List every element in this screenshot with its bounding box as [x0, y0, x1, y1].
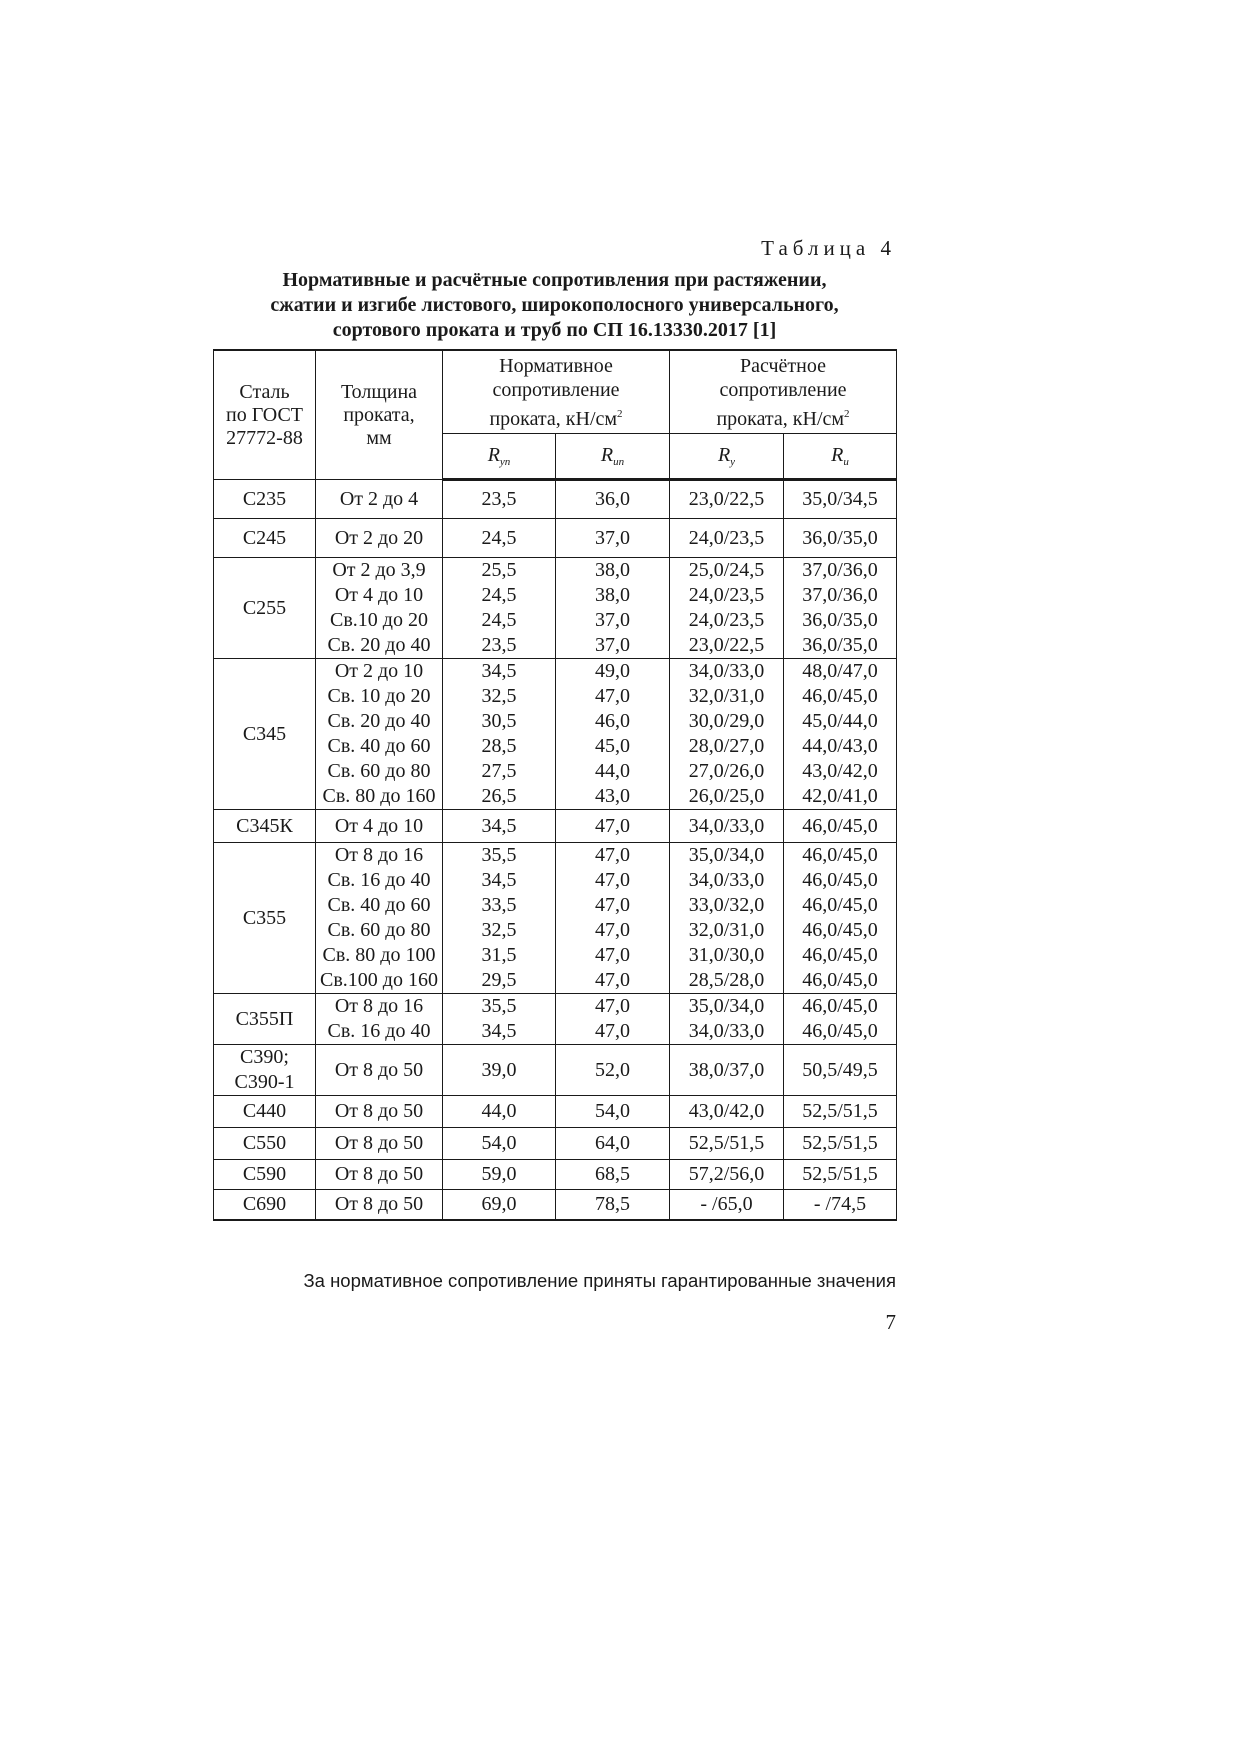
cell-line: От 4 до 10: [334, 814, 424, 837]
cell-line: 35,0/34,5: [802, 488, 878, 510]
cell-line: 36,0/35,0: [802, 609, 878, 631]
cell-ru: [784, 519, 897, 558]
cell-thickness: [316, 480, 443, 519]
cell-line: 28,5/28,0: [688, 969, 765, 991]
cell-run: [556, 1128, 670, 1160]
cell-ry: [670, 1045, 784, 1096]
cell-line: Св.100 до 160: [320, 969, 438, 991]
cell-run: [556, 519, 670, 558]
cell-ryn: [443, 1160, 556, 1190]
header-steel: Сталь по ГОСТ 27772-88: [214, 350, 316, 480]
cell-thickness: [316, 1160, 443, 1190]
cell-line: Св. 80 до 100: [322, 944, 436, 966]
cell-ry: [670, 659, 784, 810]
cell-line: От 8 до 50: [334, 1163, 424, 1185]
cell-ryn: [443, 810, 556, 843]
cell-line: 47,0: [595, 869, 630, 891]
cell-line: 28,5: [481, 735, 517, 757]
cell-thickness: [316, 659, 443, 810]
cell-line: 34,5: [481, 1020, 517, 1042]
cell-line: С345К: [236, 814, 293, 837]
cell-line: 31,5: [481, 944, 517, 966]
cell-ry: [670, 1160, 784, 1190]
caption-line: сжатии и изгибе листового, широкополосного универсального,: [270, 294, 839, 316]
cell-line: 24,0/23,5: [688, 584, 765, 606]
cell-line: От 4 до 10: [334, 584, 424, 606]
cell-ryn: [443, 994, 556, 1045]
cell-line: 37,0/36,0: [802, 584, 878, 606]
cell-line: Св.10 до 20: [330, 609, 428, 631]
cell-steel: [214, 1160, 316, 1190]
cell-line: 47,0: [595, 1020, 630, 1042]
cell-line: 46,0/45,0: [802, 944, 878, 966]
cell-run: [556, 1190, 670, 1220]
cell-line: 34,0/33,0: [688, 814, 765, 837]
cell-line: 47,0: [595, 919, 630, 941]
cell-thickness: [316, 810, 443, 843]
cell-line: 25,5: [481, 559, 517, 581]
cell-line: 44,0/43,0: [802, 735, 878, 757]
cell-line: 33,5: [481, 894, 517, 916]
table-row: [214, 1128, 897, 1160]
cell-line: От 2 до 3,9: [332, 559, 426, 581]
cell-line: 42,0/41,0: [802, 785, 878, 807]
table-row: [214, 1160, 897, 1190]
cell-line: 46,0/45,0: [802, 1020, 878, 1042]
cell-line: 50,5/49,5: [802, 1058, 878, 1081]
cell-line: 24,5: [481, 526, 517, 549]
cell-line: От 2 до 10: [334, 660, 424, 682]
cell-line: 32,5: [481, 919, 517, 941]
cell-line: С355П: [235, 1007, 294, 1030]
cell-line: 46,0/45,0: [802, 995, 878, 1017]
caption-line: Нормативные и расчётные сопротивления при растяжении,: [282, 269, 827, 291]
cell-steel: [214, 659, 316, 810]
cell-line: Св. 10 до 20: [327, 685, 431, 707]
cell-line: Св. 60 до 80: [327, 760, 431, 782]
cell-run: [556, 1096, 670, 1128]
cell-run: [556, 558, 670, 659]
cell-line: 31,0/30,0: [688, 944, 765, 966]
cell-line: 39,0: [481, 1058, 517, 1081]
cell-line: 32,0/31,0: [688, 919, 765, 941]
cell-line: С355: [242, 906, 287, 929]
cell-line: 23,0/22,5: [688, 634, 765, 656]
cell-line: 28,0/27,0: [688, 735, 765, 757]
table-row: [214, 843, 897, 994]
cell-line: 34,5: [481, 660, 517, 682]
cell-line: 43,0/42,0: [688, 1100, 765, 1122]
cell-line: Св. 16 до 40: [327, 869, 431, 891]
table-row: [214, 519, 897, 558]
cell-line: От 8 до 50: [334, 1058, 424, 1081]
cell-steel: [214, 1190, 316, 1220]
cell-line: 78,5: [595, 1192, 630, 1215]
cell-steel: [214, 810, 316, 843]
cell-ru: [784, 1096, 897, 1128]
header-ru: $R_u$: [784, 434, 897, 480]
cell-line: 36,0/35,0: [802, 526, 878, 549]
cell-ru: [784, 994, 897, 1045]
resistance-table: [213, 349, 897, 1221]
cell-line: 38,0: [595, 559, 630, 581]
cell-line: С255: [242, 596, 287, 619]
cell-line: Св. 60 до 80: [327, 919, 431, 941]
table-row: [214, 1096, 897, 1128]
cell-run: [556, 843, 670, 994]
cell-line: Св. 20 до 40: [327, 634, 431, 656]
cell-line: 68,5: [595, 1163, 630, 1185]
cell-line: 24,0/23,5: [688, 609, 765, 631]
cell-line: 30,5: [481, 710, 517, 732]
cell-line: 46,0/45,0: [802, 919, 878, 941]
cell-line: 24,5: [481, 609, 517, 631]
cell-line: Св. 40 до 60: [327, 894, 431, 916]
table-row: [214, 1045, 897, 1096]
cell-line: 27,0/26,0: [688, 760, 765, 782]
cell-line: От 2 до 20: [334, 526, 424, 549]
cell-line: От 2 до 4: [339, 487, 419, 510]
cell-run: [556, 994, 670, 1045]
cell-steel: [214, 480, 316, 519]
table-row: [214, 558, 897, 659]
cell-run: [556, 659, 670, 810]
cell-line: Св. 80 до 160: [322, 785, 436, 807]
cell-run: [556, 810, 670, 843]
cell-ru: [784, 1128, 897, 1160]
cell-line: С390;: [240, 1046, 289, 1068]
cell-line: 35,5: [481, 995, 517, 1017]
header-ryn: $R_{yn}$: [443, 434, 556, 480]
cell-line: С550: [242, 1132, 287, 1154]
cell-line: 23,5: [481, 488, 517, 510]
cell-run: [556, 1045, 670, 1096]
cell-line: 46,0/45,0: [802, 844, 878, 866]
cell-line: С590: [242, 1163, 287, 1185]
cell-line: 46,0/45,0: [802, 969, 878, 991]
cell-line: 36,0/35,0: [802, 634, 878, 656]
cell-line: 46,0: [595, 710, 630, 732]
cell-line: 35,0/34,0: [688, 844, 765, 866]
cell-line: От 8 до 50: [334, 1100, 424, 1122]
cell-thickness: [316, 1045, 443, 1096]
cell-line: Св. 16 до 40: [327, 1020, 431, 1042]
cell-line: 29,5: [481, 969, 517, 991]
cell-line: 44,0: [481, 1100, 517, 1122]
table-label: Таблица 4: [761, 236, 896, 260]
cell-ryn: [443, 519, 556, 558]
page-number: 7: [885, 1310, 896, 1334]
header-thickness: Толщина проката, мм: [316, 350, 443, 480]
cell-ru: [784, 480, 897, 519]
cell-steel: [214, 1096, 316, 1128]
cell-line: С690: [242, 1192, 287, 1215]
cell-line: 24,5: [481, 584, 517, 606]
cell-run: [556, 480, 670, 519]
cell-line: 36,0: [595, 488, 630, 510]
table-caption: [213, 268, 896, 343]
cell-line: С440: [242, 1100, 287, 1122]
cell-line: 49,0: [595, 660, 630, 682]
cell-steel: [214, 1128, 316, 1160]
cell-thickness: [316, 519, 443, 558]
cell-line: 44,0: [595, 760, 630, 782]
cell-steel: [214, 843, 316, 994]
cell-line: 37,0: [595, 609, 630, 631]
cell-line: 32,5: [481, 685, 517, 707]
cell-line: 35,5: [481, 844, 517, 866]
cell-line: От 8 до 16: [334, 995, 424, 1017]
cell-line: 37,0: [595, 634, 630, 656]
cell-line: 47,0: [595, 844, 630, 866]
cell-line: 52,5/51,5: [802, 1100, 878, 1122]
cell-ru: [784, 1190, 897, 1220]
cell-ry: [670, 1128, 784, 1160]
cell-line: 45,0: [595, 735, 630, 757]
cell-line: 23,0/22,5: [688, 488, 765, 510]
table-note: За нормативное сопротивление приняты гарантированные значения: [303, 1270, 896, 1291]
cell-steel: [214, 558, 316, 659]
cell-line: 54,0: [481, 1132, 517, 1154]
cell-ru: [784, 1045, 897, 1096]
cell-line: 46,0/45,0: [802, 685, 878, 707]
cell-line: 46,0/45,0: [802, 894, 878, 916]
cell-thickness: [316, 558, 443, 659]
table-row: [214, 994, 897, 1045]
cell-line: 47,0: [595, 814, 630, 837]
cell-line: 23,5: [481, 634, 517, 656]
cell-ryn: [443, 558, 556, 659]
cell-line: 24,0/23,5: [688, 526, 765, 549]
cell-line: 57,2/56,0: [688, 1163, 765, 1185]
cell-line: Св. 40 до 60: [327, 735, 431, 757]
cell-line: 43,0: [595, 785, 630, 807]
cell-line: От 8 до 16: [334, 844, 424, 866]
cell-line: 46,0/45,0: [802, 869, 878, 891]
cell-line: 30,0/29,0: [688, 710, 765, 732]
cell-thickness: [316, 1096, 443, 1128]
cell-line: 69,0: [481, 1192, 517, 1215]
cell-ru: [784, 843, 897, 994]
cell-line: С235: [242, 487, 287, 510]
cell-thickness: [316, 994, 443, 1045]
table-row: [214, 659, 897, 810]
cell-line: 27,5: [481, 760, 517, 782]
cell-line: - /74,5: [813, 1192, 867, 1215]
cell-line: - /65,0: [700, 1192, 753, 1215]
table-row: [214, 1190, 897, 1220]
header-run: $R_{un}$: [556, 434, 670, 480]
cell-line: 64,0: [595, 1132, 630, 1154]
table-row: [214, 480, 897, 519]
cell-line: 37,0: [595, 526, 630, 549]
cell-ry: [670, 994, 784, 1045]
cell-line: 46,0/45,0: [802, 814, 878, 837]
cell-line: 45,0/44,0: [802, 710, 878, 732]
header-design: Расчётное сопротивление проката, $кН/см^2$: [670, 350, 897, 434]
cell-line: От 8 до 50: [334, 1192, 424, 1215]
cell-ru: [784, 558, 897, 659]
cell-line: 52,5/51,5: [802, 1163, 878, 1185]
cell-ryn: [443, 1096, 556, 1128]
cell-line: 26,0/25,0: [688, 785, 765, 807]
cell-line: 43,0/42,0: [802, 760, 878, 782]
cell-line: 34,5: [481, 869, 517, 891]
cell-line: 34,0/33,0: [688, 869, 765, 891]
cell-steel: [214, 1045, 316, 1096]
cell-ry: [670, 480, 784, 519]
cell-ry: [670, 558, 784, 659]
cell-thickness: [316, 1190, 443, 1220]
cell-ru: [784, 810, 897, 843]
cell-line: 34,0/33,0: [688, 1020, 765, 1042]
cell-line: 25,0/24,5: [688, 559, 765, 581]
cell-ry: [670, 519, 784, 558]
cell-line: 32,0/31,0: [688, 685, 765, 707]
cell-line: 26,5: [481, 785, 517, 807]
cell-line: 52,5/51,5: [802, 1132, 878, 1154]
cell-line: 34,5: [481, 814, 517, 837]
cell-ryn: [443, 843, 556, 994]
cell-line: 47,0: [595, 969, 630, 991]
cell-steel: [214, 994, 316, 1045]
cell-line: 52,5/51,5: [688, 1132, 765, 1154]
cell-line: 54,0: [595, 1100, 630, 1122]
cell-line: 33,0/32,0: [688, 894, 765, 916]
cell-ry: [670, 1096, 784, 1128]
cell-line: Св. 20 до 40: [327, 710, 431, 732]
cell-line: 48,0/47,0: [802, 660, 878, 682]
cell-line: С390-1: [234, 1071, 295, 1093]
cell-ryn: [443, 1190, 556, 1220]
header-normative: Нормативное сопротивление проката, $кН/см^2$: [443, 350, 670, 434]
cell-line: 47,0: [595, 944, 630, 966]
cell-thickness: [316, 843, 443, 994]
cell-ryn: [443, 1045, 556, 1096]
cell-line: 37,0/36,0: [802, 559, 878, 581]
cell-ry: [670, 810, 784, 843]
cell-ryn: [443, 659, 556, 810]
cell-line: 47,0: [595, 894, 630, 916]
cell-line: 47,0: [595, 995, 630, 1017]
cell-line: 35,0/34,0: [688, 995, 765, 1017]
cell-line: С345: [242, 722, 287, 745]
cell-line: От 8 до 50: [334, 1132, 424, 1154]
caption-line: сортового проката и труб по СП 16.13330.2017 [1]: [332, 319, 777, 341]
cell-ru: [784, 659, 897, 810]
cell-ryn: [443, 1128, 556, 1160]
cell-line: 59,0: [481, 1163, 517, 1185]
cell-line: 38,0: [595, 584, 630, 606]
cell-line: 47,0: [595, 685, 630, 707]
table-row: [214, 810, 897, 843]
header-ry: $R_y$: [670, 434, 784, 480]
cell-ry: [670, 843, 784, 994]
cell-line: 52,0: [595, 1058, 630, 1081]
cell-ry: [670, 1190, 784, 1220]
cell-line: 34,0/33,0: [688, 660, 765, 682]
cell-line: 38,0/37,0: [688, 1058, 765, 1081]
cell-steel: [214, 519, 316, 558]
cell-thickness: [316, 1128, 443, 1160]
cell-ru: [784, 1160, 897, 1190]
cell-ryn: [443, 480, 556, 519]
cell-line: С245: [242, 526, 287, 549]
cell-run: [556, 1160, 670, 1190]
